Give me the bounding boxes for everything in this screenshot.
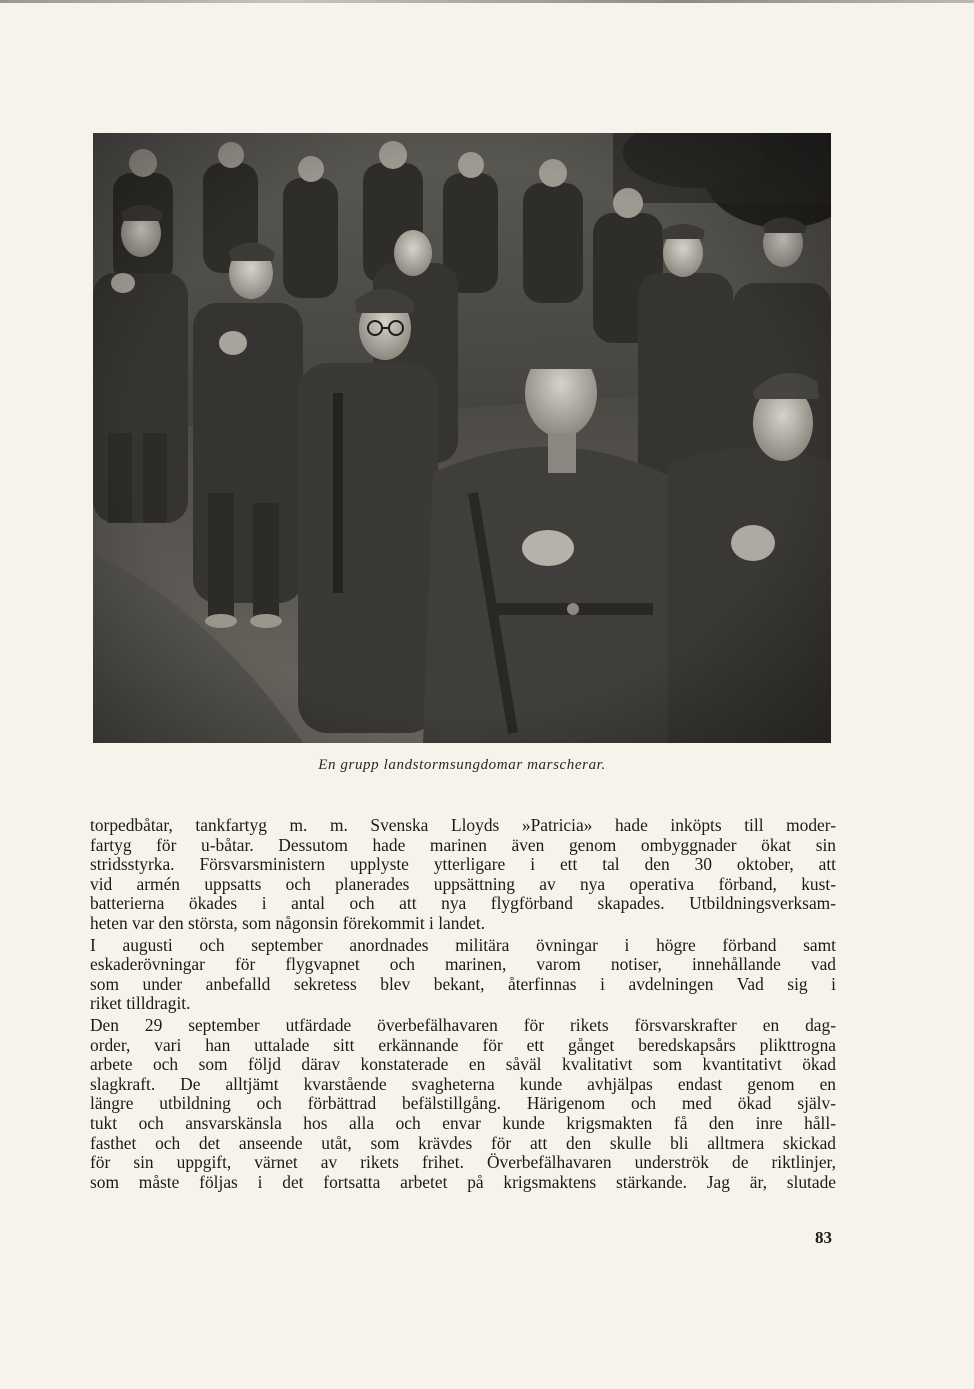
photo-illustration <box>93 133 831 743</box>
photo-caption: En grupp landstormsungdomar marscherar. <box>318 757 606 773</box>
paragraph-3 <box>90 1016 836 1192</box>
text-line: batterierna ökades i antal och att nya flygförband skapades. Utbildningsverksam- <box>90 894 836 914</box>
text-line: torpedbåtar, tankfartyg m. m. Svenska Lloyds »Patricia» hade inköpts till moder- <box>90 816 836 835</box>
paragraph-1 <box>90 816 836 934</box>
text-line: fasthet och det anseende utåt, som krävdes för att den skulle bli alltmera skickad <box>90 1133 836 1153</box>
page-number: 83 <box>815 1228 832 1247</box>
text-line: slagkraft. De alltjämt kvarstående svagheterna kunde avhjälpas endast genom en <box>90 1074 836 1094</box>
text-line: eskaderövningar för flygvapnet och marinen, varom notiser, innehållande vad <box>90 955 836 975</box>
text-line: fartyg för u-båtar. Dessutom hade marinen även genom ombyggnader ökat sin <box>90 835 836 855</box>
text-line: riket tilldragit. <box>90 994 191 1014</box>
paragraph-2 <box>90 936 836 1014</box>
text-line: för sin uppgift, värnet av rikets frihet. Överbefälhavaren underströk de riktlinjer, <box>90 1153 836 1173</box>
text-line: Den 29 september utfärdade överbefälhavaren för rikets försvarskrafter en dag- <box>90 1015 836 1035</box>
text-line: I augusti och september anordnades militära övningar i högre förband samt <box>90 935 836 955</box>
text-line: som under anbefalld sekretess blev bekant, återfinnas i avdelningen Vad sig i <box>90 974 836 994</box>
text-line: stridsstyrka. Försvarsministern upplyste ytterligare i ett tal den 30 oktober, att <box>90 855 836 875</box>
text-line: heten var den största, som någonsin förekommit i landet. <box>90 913 486 933</box>
text-line: tukt och ansvarskänsla hos alla och envar kunde krigsmakten få den inre håll- <box>90 1113 836 1133</box>
text-line: längre utbildning och förbättrad befälstillgång. Härigenom och med ökad själv- <box>90 1094 836 1114</box>
page-edge-rule <box>0 0 974 3</box>
body-text <box>90 816 836 1192</box>
text-line: som måste följas i det fortsatta arbetet på krigsmaktens stärkande. Jag är, slutade <box>90 1172 836 1192</box>
marching-soldiers-photo <box>93 133 831 743</box>
text-line: order, vari han uttalade sitt erkännande för ett gånget beredskapsårs plikttrogna <box>90 1035 836 1055</box>
text-line: vid armén uppsatts och planerades uppsättning av nya operativa förband, kust- <box>90 874 836 894</box>
text-line: arbete och som följd därav konstaterade en såväl kvalitativt som kvantitativt ökad <box>90 1055 836 1075</box>
